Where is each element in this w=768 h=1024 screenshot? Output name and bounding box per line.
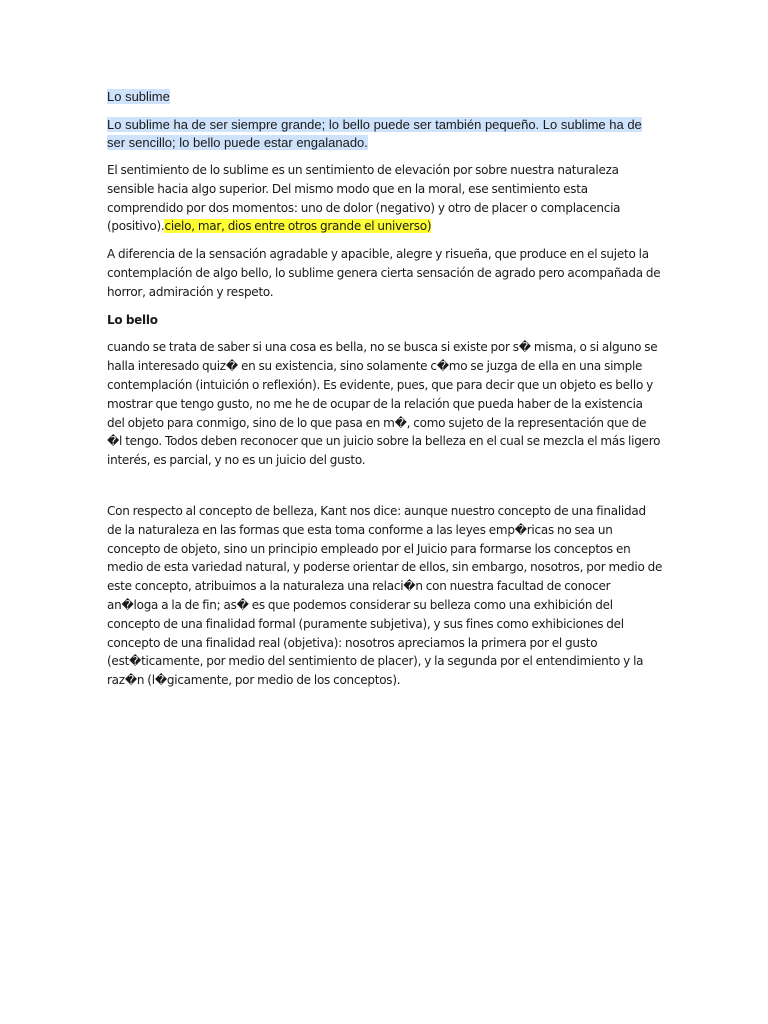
paragraph-text: El sentimiento de lo sublime es un sentimiento de elevación por sobre nuestra naturaleza sensible hacia algo superior. Del mismo modo que en la moral, ese sentimiento esta comprendido por dos momentos: uno de dolor (negativo) y otro de placer o complacencia (positivo).: [107, 163, 621, 234]
paragraph-kant-beauty[interactable]: Con respecto al concepto de belleza, Kant nos dice: aunque nuestro concepto de una finalidad de la naturaleza en las formas que esta toma conforme a las leyes emp�ricas no sea un concepto de objeto, sino un principio empleado por el Juicio para formarse los conceptos en medio de esta variedad natural, y poderse orientar de ellos, sin embargo, nosotros, por medio de este concepto, atribuimos a la naturaleza una relaci�n con nuestra facultad de conocer an�loga a la de fin; as� es que podemos considerar su belleza como una exhibición del concepto de una finalidad formal (puramente subjetiva), y sus fines como exhibiciones del concepto de una finalidad real (objetiva): nosotros apreciamos la primera por el gusto (est�ticamente, por medio del sentimiento de placer), y la segunda por el entendimiento y la raz�n (l�gicamente, por medio de los conceptos).: [107, 503, 663, 688]
selected-title-text[interactable]: Lo sublime: [107, 89, 170, 104]
quote-paragraph[interactable]: [107, 116, 663, 152]
heading-lo-bello[interactable]: Lo bello: [107, 312, 158, 327]
highlighted-text: cielo, mar, dios entre otros grande el universo): [164, 219, 432, 234]
paragraph-beauty-judgment[interactable]: cuando se trata de saber si una cosa es bella, no se busca si existe por s� misma, o si alguno se halla interesado quiz� en su existencia, sino solamente c�mo se juzga de ella en una simple contemplación (intuición o reflexión). Es evidente, pues, que para decir que un objeto es bello y mostrar que tengo gusto, no me he de ocupar de la relación que pueda haber de la existencia del objeto para conmigo, sino de lo que pasa en m�, como sujeto de la representación que de �l tengo. Todos deben reconocer que un juicio sobre la belleza en el cual se mezcla el más ligero interés, es parcial, y no es un juicio del gusto.: [107, 340, 661, 468]
paragraph-difference[interactable]: A diferencia de la sensación agradable y apacible, alegre y risueña, que produce en el sujeto la contemplación de algo bello, lo sublime genera cierta sensación de agrado pero acompañada de horror, admiración y respeto.: [107, 247, 661, 299]
document-page: [107, 88, 663, 690]
selected-quote-text[interactable]: Lo sublime ha de ser siempre grande; lo bello puede ser también pequeño. Lo sublime ha de ser sencillo; lo bello puede estar engalanado.: [107, 117, 642, 150]
paragraph-sublime-feeling[interactable]: [107, 161, 663, 236]
document-title[interactable]: [107, 88, 663, 106]
